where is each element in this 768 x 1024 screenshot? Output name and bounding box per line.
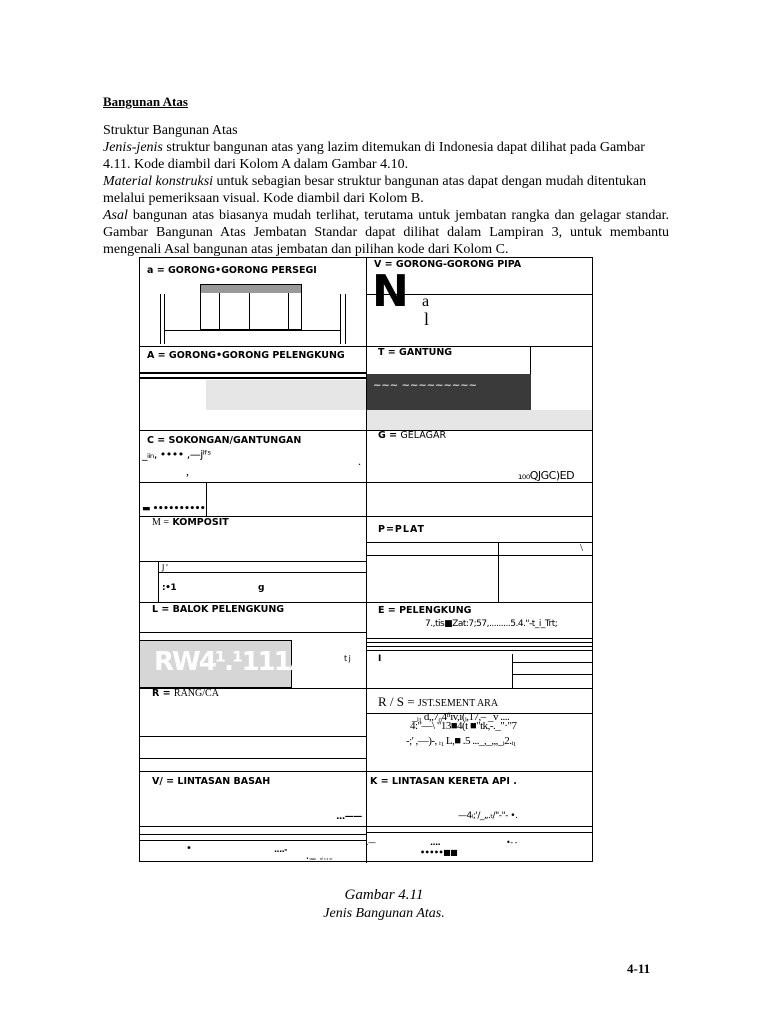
arch-shading — [206, 380, 366, 410]
scan-gelagar-text: ₁₀₀QJGC)ED — [518, 469, 575, 482]
culvert-wall-right — [340, 294, 341, 344]
basah-line — [140, 834, 366, 835]
komposit-divider — [158, 572, 366, 573]
row-divider — [140, 771, 592, 772]
scan-sementara-line1: _ᵢ₁ d„7₀4ᶠᶠiv,i(ᵢ,17,‒ _v .... — [412, 711, 510, 723]
label-gorong-pipa: V = GORONG-GORONG PIPA — [374, 259, 522, 270]
label-gorong-pelengkung: A = GORONG•GORONG PELENGKUNG — [147, 350, 345, 361]
paragraph-asal — [103, 207, 669, 258]
scan-dark-text: ~~~ ~~~~~~~~~ — [373, 380, 478, 391]
label-plat: P=PLAT — [378, 524, 426, 535]
culvert-wall-left — [160, 294, 161, 344]
label-balok-pelengkung: L = BALOK PELENGKUNG — [152, 604, 285, 615]
sementara-name: JST.SEMENT ARA — [417, 698, 499, 709]
komposit-code: M = — [152, 517, 170, 528]
paragraph-asal-term: Asal — [103, 208, 128, 223]
gelagar-divider — [366, 482, 592, 483]
pelengkung-line — [366, 638, 592, 639]
scan-kereta-text: —4ᵢ;'/_„.ₜ/"-"- •. — [458, 811, 518, 821]
komposit-divider — [140, 561, 366, 562]
label-pelengkung: E = PELENGKUNG — [378, 605, 472, 616]
culvert-floor — [164, 330, 340, 331]
pelengkung-line — [366, 650, 592, 651]
sokongan-divider-v — [206, 482, 207, 516]
rangka-code: R = — [152, 688, 171, 699]
culvert-wall-left — [164, 294, 165, 344]
scan-comma: , — [186, 464, 189, 478]
paragraph-asal-text: bangunan atas biasanya mudah terlihat, terutama untuk jembatan rangka dan gelagar standar. Gambar Bangunan Atas Jembatan Standar dapat dilihat dalam Lampiran 3, untuk membantu mengenali Asal bangunan atas jembatan dan pilihan kode dari Kolom C. — [103, 208, 669, 257]
komposit-divider-v — [158, 561, 159, 602]
paragraph-jenis-text: struktur bangunan atas yang lazim ditemukan di Indonesia dapat dilihat pada Gambar 4.11. Kode diambil dari Kolom A dalam Gambar 4.10. — [103, 140, 645, 172]
scan-j: J ' — [162, 563, 168, 572]
scan-dot: . — [358, 454, 361, 468]
scan-kereta-b4: •••••■■ — [420, 848, 458, 857]
label-sokongan: C = SOKONGAN/GANTUNGAN — [147, 435, 302, 446]
scan-pelengkung-text: 7.,tis■Zat:7;57,.........5.4."-t_i_Trt; — [425, 619, 558, 629]
gantung-shading — [367, 410, 592, 430]
paragraph-material-text: untuk sebagian besar struktur bangunan atas dapat dengan mudah ditentukan melalui pemeriksaan visual. Kode diambil dari Kolom B. — [103, 174, 647, 206]
scan-sementara-line3: -;' ,—)-, ᵢ₁ L,■ .5 ..._,_„,_ᵢ2.ᵢ₁ — [406, 735, 517, 747]
figure-caption-subtitle: Jenis Bangunan Atas. — [323, 906, 445, 921]
sementara-code: R / S = — [378, 694, 415, 709]
scan-kereta-b1: .— — [366, 838, 376, 847]
kereta-line — [366, 832, 592, 833]
pelengkung-line — [512, 674, 592, 675]
suspension-deck-dark — [367, 374, 531, 410]
box-culvert-drawing — [200, 284, 302, 330]
plat-divider — [366, 542, 592, 543]
arch-deck-line — [140, 372, 366, 374]
gelagar-name: GELAGAR — [400, 430, 447, 441]
label-komposit — [152, 517, 229, 528]
gelagar-code: G = — [378, 430, 398, 441]
scan-g: g — [258, 583, 264, 593]
pelengkung-divider-v — [512, 654, 513, 688]
label-gorong-persegi: a = GORONG•GORONG PERSEGI — [147, 265, 317, 276]
komposit-name: KOMPOSIT — [172, 517, 229, 528]
arch-beam-image — [140, 640, 308, 688]
scan-tiny: • ₀₀₂₂ _ ₀‹ ₁ ₁ ₁₇ — [306, 856, 333, 862]
scan-letter-a: a — [422, 293, 430, 310]
label-kereta-api: K = LINTASAN KERETA API . — [370, 776, 517, 787]
rangka-name: RANG/CA — [173, 688, 219, 699]
basah-line — [140, 826, 366, 827]
row-divider — [140, 346, 592, 347]
scan-bar: ▬ •••••••••• — [142, 504, 206, 514]
pelengkung-line — [366, 646, 592, 647]
scan-dash: ....- — [274, 845, 287, 854]
sokongan-divider — [140, 482, 366, 483]
label-rangka — [152, 688, 219, 699]
scan-scrawl: _ᵢᵢₙ, •••• ,—jᴵᶠˢ — [142, 448, 211, 461]
label-lintasan-basah: V/ = LINTASAN BASAH — [152, 776, 271, 787]
basah-line — [140, 840, 366, 841]
plat-divider-v — [498, 542, 499, 602]
arch-deck-line — [140, 377, 366, 379]
row-divider — [140, 602, 592, 603]
section-heading: Bangunan Atas — [103, 94, 188, 109]
scan-slash: \ — [580, 542, 583, 554]
scan-letter-l: l — [424, 309, 430, 329]
scan-letter-n: N — [372, 266, 409, 317]
scan-s1: :•1 — [162, 583, 177, 593]
paragraph-jenis-term: Jenis-jenis — [103, 140, 163, 155]
subheading: Struktur Bangunan Atas — [103, 123, 238, 138]
paragraph-material — [103, 173, 669, 207]
rangka-divider — [140, 758, 366, 759]
scan-i: I — [378, 654, 381, 664]
figure-caption-title: Gambar 4.11 — [344, 887, 424, 903]
kereta-line — [366, 826, 592, 827]
pelengkung-line — [366, 642, 592, 643]
scan-dash: ...—— — [336, 812, 362, 822]
paragraph-material-term: Material konstruksi — [103, 174, 214, 189]
scan-big-text: RW4¹.¹111A — [154, 647, 308, 677]
culvert-wall-right — [345, 294, 346, 344]
scan-dot: • — [186, 843, 192, 854]
label-sementara — [378, 694, 498, 710]
paragraph-jenis — [103, 139, 669, 173]
center-divider — [366, 258, 367, 863]
balok-divider — [140, 632, 366, 633]
label-gelagar — [378, 430, 446, 441]
figure-table — [139, 257, 593, 862]
scan-tj: t j — [344, 654, 351, 663]
scan-kereta-b2: .... — [430, 838, 441, 847]
scan-kereta-b3: •- - — [506, 838, 518, 847]
row-divider — [140, 430, 592, 431]
pelengkung-line — [512, 662, 592, 663]
rangka-divider — [140, 736, 366, 737]
plat-divider — [366, 555, 592, 556]
label-gantung: T = GANTUNG — [378, 347, 453, 358]
page-number: 4-11 — [627, 961, 651, 976]
scan-sementara-line2: 4:"—\ "13■4(t ■"tk,-._"·"7 — [410, 720, 517, 732]
